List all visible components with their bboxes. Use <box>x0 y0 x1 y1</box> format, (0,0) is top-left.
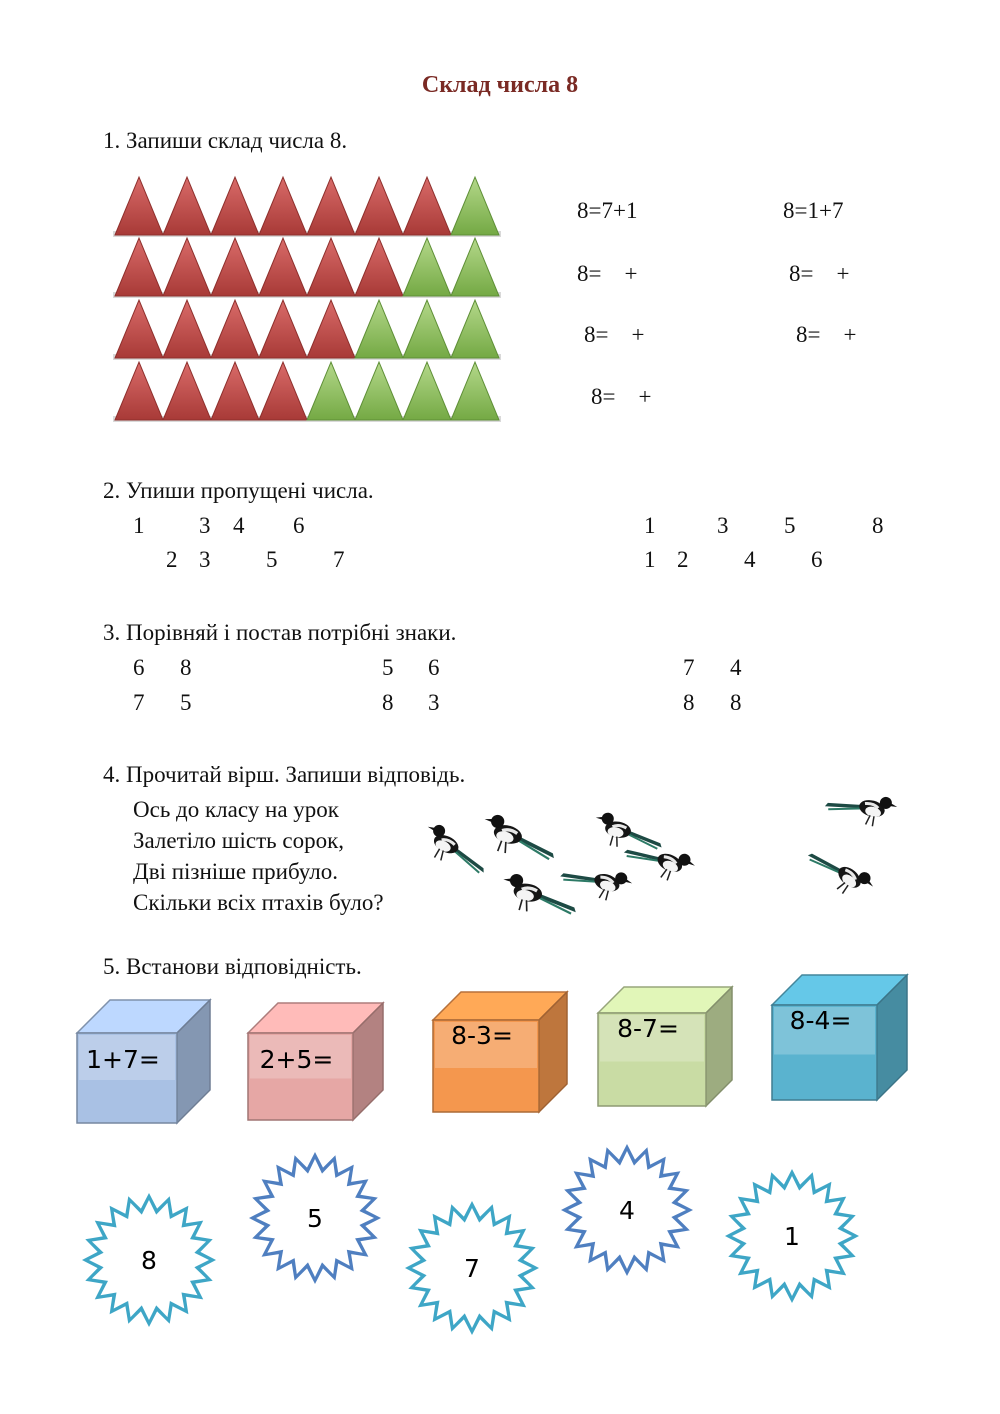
cube-label-1: 1+7= <box>86 1045 160 1074</box>
compare-4-b: 5 <box>180 690 192 715</box>
seq-left-2-a: 2 <box>166 547 178 572</box>
seq-right-1-d: 8 <box>872 513 884 538</box>
seq-right-1-c: 5 <box>784 513 796 538</box>
task3-heading: 3. Порівняй і постав потрібні знаки. <box>103 620 457 645</box>
cube-3[interactable] <box>433 992 567 1112</box>
seq-right-2-a: 1 <box>644 547 656 572</box>
compare-3-a: 7 <box>683 655 695 680</box>
star-3[interactable] <box>405 1201 539 1335</box>
seq-left-1-a: 1 <box>133 513 145 538</box>
poem-line-4: Скільки всіх птахів було? <box>133 890 384 915</box>
page-title: Склад числа 8 <box>421 72 579 98</box>
cube-label-3: 8-3= <box>451 1021 513 1050</box>
cube-label-4: 8-7= <box>617 1014 679 1043</box>
compare-1-b: 8 <box>180 655 192 680</box>
poem-line-2: Залетіло шість сорок, <box>133 828 345 853</box>
cube-label-5: 8-4= <box>789 1006 852 1035</box>
task4-heading: 4. Прочитай вірш. Запиши відповідь. <box>103 762 466 787</box>
star-label-2: 5 <box>307 1204 323 1233</box>
star-5[interactable] <box>725 1169 859 1303</box>
star-label-5: 1 <box>784 1222 800 1251</box>
star-4[interactable] <box>561 1144 693 1276</box>
poem-line-3: Дві пізніше прибуло. <box>133 859 339 884</box>
task5-heading: 5. Встанови відповідність. <box>103 954 362 979</box>
star-label-1: 8 <box>141 1246 157 1275</box>
compare-5-a: 8 <box>382 690 394 715</box>
compare-3-b: 4 <box>730 655 742 680</box>
compare-6-a: 8 <box>683 690 695 715</box>
poem-line-1: Ось до класу на урок <box>133 797 339 822</box>
compare-6-b: 8 <box>730 690 742 715</box>
star-label-3: 7 <box>464 1254 480 1283</box>
seq-right-1-a: 1 <box>644 513 656 538</box>
compare-2-b: 6 <box>428 655 440 680</box>
seq-left-1-c: 4 <box>233 513 245 538</box>
seq-left-2-d: 7 <box>333 547 345 572</box>
seq-left-2-b: 3 <box>199 547 211 572</box>
equation-1: 8=7+1 <box>577 198 638 223</box>
cube-label-2: 2+5= <box>259 1045 334 1074</box>
cube-1[interactable] <box>77 1000 210 1123</box>
seq-right-2-d: 6 <box>811 547 823 572</box>
seq-left-1-b: 3 <box>199 513 211 538</box>
seq-right-2-c: 4 <box>744 547 756 572</box>
compare-1-a: 6 <box>133 655 145 680</box>
seq-left-1-d: 6 <box>293 513 305 538</box>
seq-left-2-c: 5 <box>266 547 278 572</box>
equation-4[interactable]: 8= + <box>789 261 850 286</box>
star-2[interactable] <box>249 1152 381 1284</box>
star-label-4: 4 <box>619 1196 635 1225</box>
task2-heading: 2. Упиши пропущені числа. <box>103 478 374 503</box>
equation-6[interactable]: 8= + <box>796 322 857 347</box>
compare-2-a: 5 <box>382 655 394 680</box>
equation-3[interactable]: 8= + <box>577 261 638 286</box>
equation-2: 8=1+7 <box>783 198 844 223</box>
compare-4-a: 7 <box>133 690 145 715</box>
compare-5-b: 3 <box>428 690 440 715</box>
seq-right-2-b: 2 <box>677 547 689 572</box>
seq-right-1-b: 3 <box>717 513 729 538</box>
equation-7[interactable]: 8= + <box>591 384 652 409</box>
equation-5[interactable]: 8= + <box>584 322 645 347</box>
star-1[interactable] <box>82 1193 216 1327</box>
cube-4[interactable] <box>598 987 732 1106</box>
cube-2[interactable] <box>248 1003 383 1120</box>
cube-5[interactable] <box>772 975 907 1100</box>
task1-heading: 1. Запиши склад числа 8. <box>103 128 348 153</box>
